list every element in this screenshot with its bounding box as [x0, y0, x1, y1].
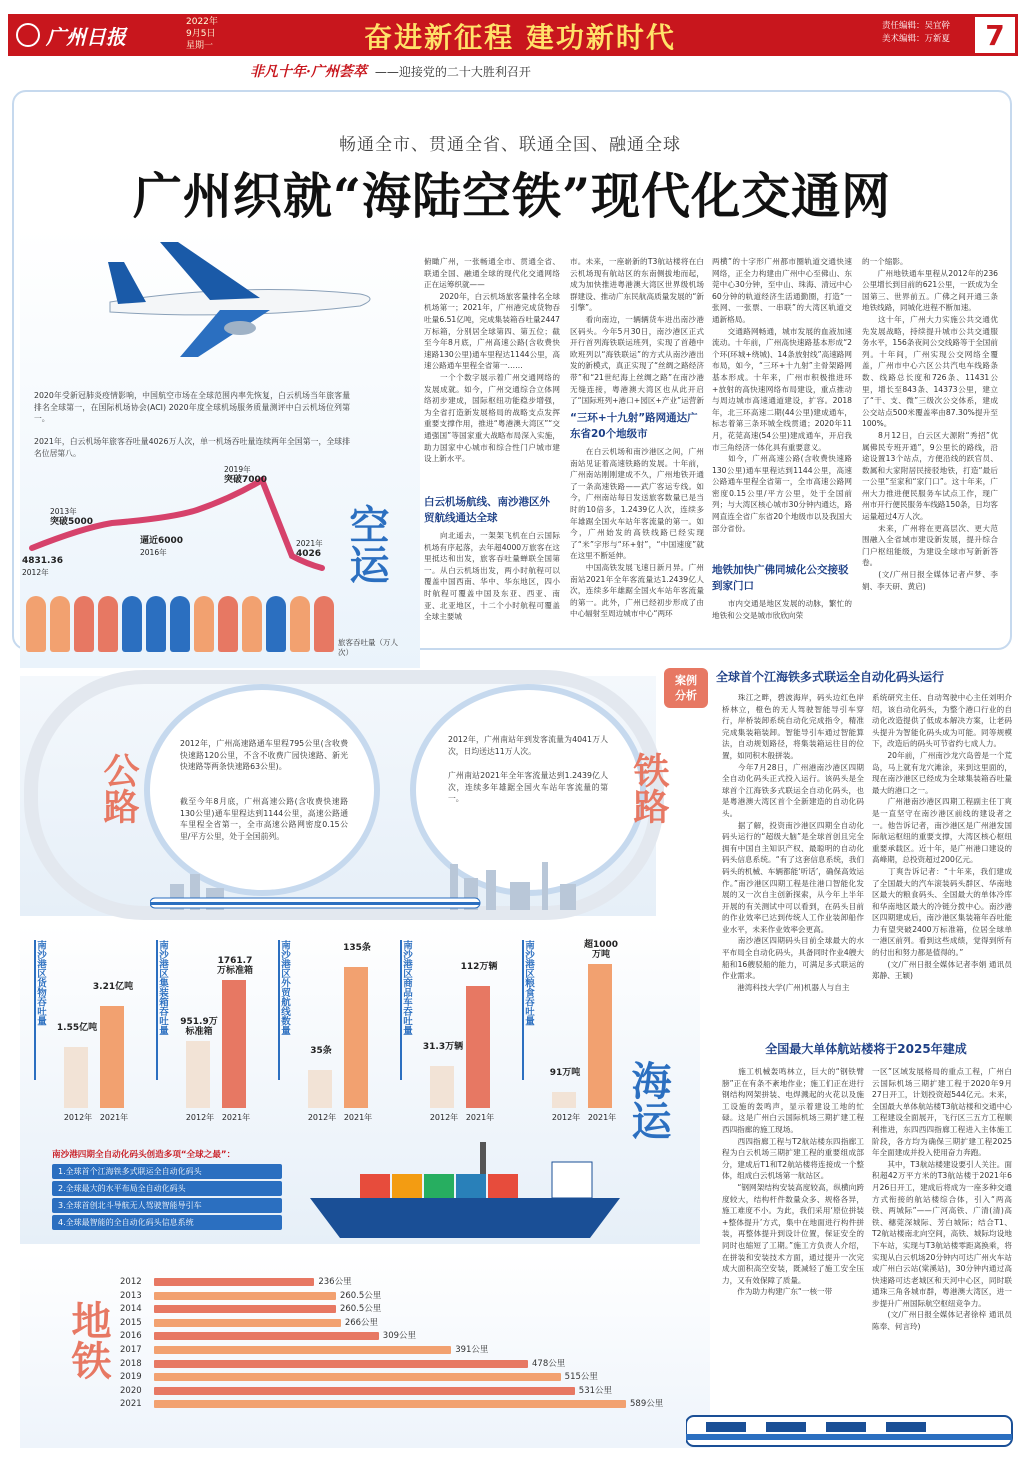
- sea-bar-label-2012: 35条: [310, 1045, 332, 1056]
- metro-bar: [154, 1305, 336, 1313]
- person-icon: [98, 596, 118, 652]
- person-icon: [314, 596, 334, 652]
- person-icon: [242, 596, 262, 652]
- sea-year-label: 2012年: [307, 1113, 337, 1122]
- sea-bar-label-2021: 112万辆: [460, 962, 498, 973]
- slogan: 奋进新征程 建功新时代: [364, 21, 676, 54]
- metro-bar: [154, 1278, 314, 1286]
- air-point-2016: [140, 536, 200, 558]
- label-road: 公路: [98, 752, 139, 824]
- sea-chart-title: 南沙港区商品车吞吐量: [400, 940, 412, 1080]
- sea-chart: [152, 932, 264, 1132]
- metro-year-label: 2020: [120, 1385, 142, 1396]
- metro-bar-label: 589公里: [630, 1399, 664, 1410]
- sea-list-title: 南沙港四期全自动化码头创造多项“全球之最”：: [52, 1150, 236, 1160]
- label-metro: 地铁: [65, 1300, 111, 1380]
- air-point-2021: [296, 538, 346, 560]
- cargo-ship-illustration: [300, 1138, 630, 1248]
- metro-bar-label: 266公里: [344, 1317, 379, 1328]
- sea-chart: [518, 932, 630, 1132]
- metro-bar-label: 309公里: [382, 1331, 417, 1342]
- person-icon: [290, 596, 310, 652]
- label-air: 空运: [343, 504, 389, 584]
- city-skyline-illustration: [150, 854, 650, 910]
- case-analysis-badge: 案例分析: [664, 668, 708, 708]
- sea-chart: [396, 932, 508, 1132]
- metro-bar-label: 236公里: [318, 1277, 352, 1287]
- metro-bar: [154, 1373, 561, 1381]
- sea-chart-title: 南沙港区集装箱吞吐量: [156, 940, 168, 1080]
- sea-year-label: 2021年: [221, 1113, 251, 1122]
- metro-year-label: 2014: [120, 1304, 142, 1315]
- person-icon: [26, 596, 46, 652]
- sea-chart-title: 南沙港区货物吞吐量: [34, 940, 46, 1080]
- top-article-col4: 的一个缩影。 广州地铁通车里程从2012年的236公里增长到目前的621公里，一跃成为全国第三、世界前五。广佛之间开通三条地铁线路，同城化进程不断加速。 这十年，广州大力实施公共交通优先发展战略，持续提升城市公共交通服务水平，156条夜间公交线路等于全国前列。十年间，广州实现公交网络全覆盖，广州市中心六区公共汽电车线路条数、线路总长度和726条、11431公里，增长至843条、14373公里，建立了“干、支、微”三级次公交体系，建成公交站点500米覆盖率由87.30%提升至100%。 8月12日，白云区大源附“秀招”优属佛民专班开通”，9公里长的路线，沿途设置13个站点，方便沿线的跃官员、数属和大家附居民接驳地铁，打造“最后一公里”至家和“家门口”。这十年来，广州大力推进便民服务车试点工作，现广州市开行便民服务车线路150条，日均客运量超过4万人次。 未来，广州将在更高层次、更大范围融入全省域市建设新发展，提升综合门户枢纽能级，为建设全球市写新新答卷。 (文/广州日报全媒体记者卢梦、李娟、李天研、黄启): [862, 257, 998, 591]
- air-point-label-2021: 4026: [296, 549, 322, 559]
- sea-year-label: 2021年: [99, 1113, 129, 1122]
- page-number-text: 7: [985, 18, 1005, 52]
- air-point-label-2013: 突破5000: [50, 517, 94, 527]
- sea-year-label: 2012年: [429, 1113, 459, 1122]
- road-text-2: 截至今年8月底，广州高速公路(含收费快速路130公里)通车里程达到1144公里，高速公路通车里程全省第一，全市高速公路网密度0.15公里/平方公里，处于全国前列。: [180, 797, 348, 841]
- air-point-2013: [50, 506, 110, 528]
- column-name: 非凡十年·广州荟萃: [250, 64, 367, 80]
- case-article-col2: 系统研究主任、自动驾驶中心主任刘明介绍，该自动化码头，为整个港口行业的自动化改造提供了低成本解决方案，让老码头提升为智能化码头成为可能。同等规模下，改造后的码头可节省约七成人力。 20年前，广州南沙龙穴岛曾是一个荒岛，马上就有龙穴滩涂，来到这里面的，现在南沙港区已经成为全球集装箱吞吐量最大的港口之一。 广州港南沙港区四期工程副主任丁爽是一直坚守在南沙港区前线的建设者之一。他告诉记者，南沙港区是广州港发国际航运枢纽的重要支撑，大湾区核心枢纽重要承载区。近十年，是广州港口建设的高峰期，总投资超过200亿元。 丁爽告诉记者：“十年来，我们建成了全国最大的汽车滚装码头群区、华南地区最大的粮食码头、全国最大的单体冷库和华南地区最大的冷链分拨中心。南沙港区四期建成后，南沙港区集装箱年吞吐能力有望突破2400万标准箱，位居全球单一港区前列。看到这些成绩，觉得到所有的付出和努力都是值得的。” (文/广州日报全媒体记者李娟 通讯员郑静、王颖): [872, 693, 1012, 981]
- top-article-col2: 市。未来，一座崭新的T3航站楼将在白云机场现有航站区的东南侧拔地而起，成为加快推进粤港澳大湾区世界级机场群建设、推动广东民航高质量发展的“新引擎”。 看向南边，一辆辆货车进出南沙港区码头。今年5月30日，南沙港区正式开行首列海铁联运班列，实现了首趟中欧班列以“海铁联运”的方式从南沙港出发的新模式，真正实现了“丝绸之路经济带”和“21世纪海上丝绸之路”在南沙港无缝连接，粤港澳大湾区也从此开启了“国际班列+港口+园区+产业”运营新: [570, 257, 704, 406]
- person-icon: [50, 596, 70, 652]
- airplane-icon: [108, 242, 370, 357]
- sea-list-item: 2.全球最大的水平布局全自动化码头: [52, 1181, 282, 1196]
- air-point-year-2012: 2012年: [22, 568, 49, 577]
- terminal-article-title: 全国最大单体航站楼将于2025年建成: [765, 1042, 967, 1056]
- air-point-year-2013: 2013年: [50, 507, 77, 516]
- cargo-ship-icon: [310, 1142, 620, 1238]
- terminal-article-col2: 一区”区域发展格局的重点工程，广州白云国际机场三期扩建工程于2020年9月27日开工，计划投资超544亿元。未来，全国最大单体航站楼T3航站楼和交通中心工程建设全面展开，飞行区三五方工程顺利推进，东四西四指廊工程进入主体施工阶段，各方均为确保三期扩建工程2025年全面建成并投入使用奋力奔跑。 其中，T3航站楼建设要引人关注。面积超42万平方米的T3航站楼于2021年6月26日开工，建成后将成为一座多种交通方式衔接的航站楼综合体，引入“两高铁、两城际”——广河高铁、广清(清)高铁、穗莞深城际、芳白城际；结合T1、T2航站楼南北向空间，高铁、城际均设地下车站，实现与T3航站楼零距离换乘，将实现从白云机场20分钟内可达广州火车站或广州白云站(棠溪站)，30分钟内通过高快速路可达老城区和天河中心区，同时联通珠三角各城市群，粤港澳大湾区，进一步提升广州国际航空枢纽竞争力。 (文/广州日报全媒体记者徐梓 通讯员 陈奉、何言玲): [872, 1067, 1012, 1332]
- sea-list-item: 4.全球最智能的全自动化码头信息系统: [52, 1215, 282, 1230]
- metro-bar: [154, 1332, 379, 1340]
- metro-year-label: 2016: [120, 1331, 142, 1342]
- case-article-col1: 珠江之畔，碧波海岸，码头边红色岸桥林立，橙色的无人驾驶智能导引车穿行，岸桥装卸系统自动化完成指令，精准完成集装箱装卸。智能导引车通过智能算法，自动规划路径，将集装箱运往目的位置，如同积木般拼装。 今年7月28日，广州港南沙港区四期全自动化码头正式投入运行。该码头是全球首个江海铁多式联运全自动化码头，也是粤港澳大湾区首个全新建造的自动化码头。 据了解，投资南沙港区四期全自动化码头运行的“超级大脑”是全球首创且完全拥有中国自主知识产权、最聪明的自动化码头信息系统。“有了这套信息系统，我们码头的机械、车辆都能‘听话’，确保高效运作。”南沙港区四期工程是往港口智能化发展的又一次自主创新探索，从今年上半年开展的有关测试中可以看到，在码头目前的作业效率已达到传统人工作业装卸船作业水平，未来作业效率会更高。 南沙港区四期码头目前全球最大的水平布局全自动化码头，具备同时作业4艘大船和16艘驳船的能力，可满足多式联运的作业需求。 港湾科技大学(广州)机器人与自主: [722, 693, 864, 992]
- sea-bar-2012: [186, 1041, 210, 1108]
- page-number: [972, 14, 1018, 56]
- air-point-2019: [224, 464, 284, 486]
- metro-bar: [154, 1319, 341, 1327]
- high-speed-train-icon: [150, 898, 480, 908]
- sea-list-item: 1.全球首个江海铁多式联运全自动化码头: [52, 1164, 282, 1179]
- sea-bar-label-2021: 135条: [343, 943, 371, 954]
- air-point-label-2019: 突破7000: [224, 475, 268, 485]
- metro-bar: [154, 1360, 528, 1368]
- label-rail: 铁路: [628, 752, 669, 824]
- sea-bar-label-2012: 31.3万辆: [422, 1042, 464, 1053]
- sea-bar-label-2012: 1.55亿吨: [56, 1023, 98, 1034]
- headline-title: 广州织就“海陆空铁”现代化交通网: [132, 167, 892, 225]
- person-icon: [122, 596, 142, 652]
- terminal-article-col1: 施工机械轰鸣林立，巨大的“钢铁臂膀”正在有条不紊地作业；施工们正在进行钢结构网架拼装、电焊溅起的火花以及施工设施的轰鸣声，显示着建设工地的忙碌。这是广州白云国际机场三期扩建工程西四指廊的施工现场。 西四指廊工程与T2航站楼东四指廊工程为白云机场三期扩建工程的重要组成部分，建成后T1和T2航站楼将连接成一个整体，组成白云机场第一航站区。 “钢网架结构安装高度较高，纵横向跨度较大，结构杆件数量众多、规格各异，施工难度不小。为此，我们采用‘原位拼装+整体提升’方式，集中在地面进行构件拼装，再整体提升到设计位置，保证安全的同时也缩短了工期。”施工方负责人介绍，在拼装和安装技术方面，通过提升一次完成大面积高空安装，既减轻了施工安全压力，又有效保障了质量。 作为助力构建广东“一核一带: [722, 1067, 864, 1297]
- metro-bar: [154, 1387, 575, 1395]
- sea-bar-2021: [466, 986, 490, 1108]
- metro-bar-label: 515公里: [564, 1372, 598, 1383]
- sea-bar-label-2012: 91万吨: [549, 1068, 581, 1078]
- metro-year-label: 2012: [120, 1277, 142, 1287]
- person-icon: [146, 596, 166, 652]
- metro-bar-label: 478公里: [532, 1358, 566, 1369]
- air-unit: 旅客吞吐量（万人次）: [338, 638, 398, 657]
- road-text-1: 2012年，广州高速路通车里程795公里(含收费快速路120公里，不含不收费广园快速路、新光快速路等两条快速路63公里)。: [180, 739, 348, 772]
- editor-credits: [882, 20, 972, 46]
- metro-bar-label: 531公里: [578, 1385, 613, 1396]
- metro-year-label: 2017: [120, 1345, 142, 1355]
- air-people-row: [26, 596, 342, 656]
- air-note-2: 2021年，白云机场年旅客吞吐量4026万人次，单一机场吞吐量连续两年全国第一，全球排名位居第八。: [34, 437, 350, 458]
- rail-text-1: 2012年，广州南站年到发客流量为4041万人次，日均送达11万人次。: [448, 735, 608, 756]
- air-point-label-2016: 逼近6000: [140, 536, 184, 546]
- top-article-sub1: 白云机场航线、南沙港区外贸航线通达全球: [424, 496, 550, 524]
- top-article-sub3: 地铁加快广佛同城化公交接驳到家门口: [712, 564, 849, 592]
- air-point-2012: [22, 556, 82, 578]
- air-point-year-2021: 2021年: [296, 539, 323, 548]
- sea-charts: [30, 932, 630, 1132]
- column-tagline: ——迎接党的二十大胜利召开: [374, 64, 531, 79]
- sea-year-label: 2021年: [587, 1113, 617, 1122]
- sea-bar-2021: [588, 964, 612, 1108]
- sea-bar-label-2021: 1761.7万标准箱: [216, 956, 253, 976]
- top-article-col3: 两横”的十字形广州都市圈轨道交通快速网络，正全力构建由广州中心至佛山、东莞中心30分钟，至中山、珠海、清远中心60分钟的轨道经济生活通勤圈，打造“一张网、一张票、一串联”的大湾区轨道交通新格局。 交通路网畅通，城市发展的血液加速流动。十年前，广州高快速路基本形成“2个环(环城+绕城)、14条放射线”高速路网布局，如今，“三环+十九射”主骨架路网基本形成。十年来，广州市积极推进环+放射的高快速网络布局建设，重点推动与周边城市高速通道建设，扩容。2018年，北三环高速二期(44公里)建成通车，标志着第三条环城全线贯通；2020年11月，花莞高速(54公里)建成通车，开启我市三角经济一体化具有重要意义。 如今，广州高速公路(含收费快速路130公里)通车里程达到1144公里，高速公路通车里程全省第一，全市高速公路网密度0.15公里/平方公里，处于全国前列；与大湾区核心城市30分钟内通达，路网直连全省广东省20个地级市以及我国大部分省份。: [712, 257, 852, 533]
- sea-bar-label-2021: 3.21亿吨: [92, 981, 134, 992]
- top-article-col2b: 在白云机场和南沙港区之间，广州南站见证着高速铁路的发展。十年前，广州南站刚刚建成不久，广州地铁开通了一条高速铁路——武广客运专线。如今，广州南站每日发送旅客数量已是当时的10倍多，1.2439亿人次，连续多年雄踞全国火车站年客流量的第一。如今，广州始发的高铁线路已经实现了“米”字形与“环+射”，“中国速度”就在这里不断延伸。 中国高铁发展飞速日新月异。广州南站2021年全年客流量达1.2439亿人次，连续多年雄踞全国火车站年客流量的第一。此外，广州已经初步形成了由中心辐射至周边城市中心“两环: [570, 447, 704, 619]
- sea-bar-label-2012: 951.9万标准箱: [180, 1016, 218, 1037]
- sea-year-label: 2021年: [465, 1113, 495, 1122]
- column-line: [250, 62, 810, 80]
- top-article-col3b: 市内交通是地区发展的动脉，繁忙的地铁和公交是城市欣欣向荣: [712, 599, 852, 620]
- airplane-illustration: [90, 232, 390, 362]
- air-point-label-2012: 4831.36: [22, 556, 63, 566]
- metro-year-label: 2013: [120, 1290, 142, 1301]
- air-point-year-2019: 2019年: [224, 465, 251, 474]
- sea-bar-2012: [308, 1070, 332, 1108]
- sea-bar-2021: [100, 1006, 124, 1108]
- metro-bar-label: 260.5公里: [339, 1304, 382, 1315]
- rail-text-2: 广州南站2021年全年客流量达到1.2439亿人次，连续多年雄踞全国火车站年客流量的第一。: [448, 771, 608, 804]
- metro-bar-label: 260.5公里: [339, 1290, 382, 1301]
- sea-bar-2021: [222, 980, 246, 1108]
- metro-bar-label: 391公里: [455, 1345, 489, 1355]
- date-weekday: 星期一: [186, 41, 214, 51]
- sea-year-label: 2021年: [343, 1113, 373, 1122]
- metro-year-label: 2021: [120, 1399, 142, 1410]
- person-icon: [218, 596, 238, 652]
- metro-train-illustration: [686, 1410, 1016, 1454]
- metro-train-icon: [686, 1416, 1012, 1446]
- sea-bar-2012: [552, 1092, 576, 1108]
- top-article-col1b: 向北遥去，一架架飞机在白云国际机场有序起落，去年超4000万旅客在这里抵达和出发，旅客吞吐量蝉联全国第一。从白云机场出发，两小时航程可以覆盖中国西南、华中、华东地区，四小时航程可覆盖中国及东亚、西亚、南亚、北亚地区，十二个小时航程可覆盖全球主要城: [424, 531, 560, 622]
- metro-year-label: 2018: [120, 1358, 142, 1369]
- masthead: [0, 0, 1024, 60]
- editor-duty: 责任编辑：吴宜幹: [882, 21, 951, 31]
- sea-year-label: 2012年: [185, 1113, 215, 1122]
- date-day: 9月5日: [186, 29, 216, 39]
- air-point-year-2016: 2016年: [140, 548, 167, 557]
- sea-bar-label-2021: 超1000万吨: [583, 940, 619, 960]
- top-article-sub2: “三环+十九射”路网通达广东省20个地级市: [570, 412, 698, 440]
- sea-year-label: 2012年: [63, 1113, 93, 1122]
- sea-list-item: 3.全球首创北斗导航无人驾驶智能导引车: [52, 1198, 282, 1213]
- person-icon: [266, 596, 286, 652]
- editor-art: 美术编辑：万新夏: [882, 34, 951, 44]
- headline-kicker: 畅通全市、贯通全省、联通全国、融通全球: [339, 135, 681, 155]
- metro-year-label: 2019: [120, 1372, 142, 1383]
- sea-chart-title: 南沙港区外贸航线数量: [278, 940, 290, 1080]
- masthead-date: [186, 16, 266, 52]
- sea-chart: [274, 932, 386, 1132]
- date-year: 2022年: [186, 17, 218, 27]
- sea-chart-title: 南沙港区粮食吞吐量: [522, 940, 534, 1080]
- newspaper-logo-icon: [16, 23, 40, 47]
- sea-bar-2012: [64, 1047, 88, 1108]
- top-article-col1: 俯瞰广州，一张畅通全市、贯通全省、联通全国、融通全球的现代化交通网络正在运筹织就—— 2020年，白云机场旅客量排名全球机场第一；2021年，广州港完成货物吞吐量6.51亿吨，完成集装箱吞吐量2447万标箱，分别居全球第四、第五位；截至今年8月底，广州高速公路(含收费快速路130公里)通车里程达1144公里，高速公路通车里程全省第一…… 一个个数字展示着广州交通网络的发展成就。如今，广州交通综合立体网络初步建成，国际枢纽功能稳步增强，为全省打造新发展格局的战略支点发挥重要支撑作用，推进“粤港澳大湾区”“交通强国”等国家重大战略布局深入实施，助力国家中心城市和综合性门户城市建设上新水平。: [424, 257, 560, 464]
- sea-list-box: [52, 1148, 282, 1244]
- masthead-logo-block: [8, 14, 178, 56]
- case-article-title: 全球首个江海铁多式联运全自动化码头运行: [716, 670, 945, 684]
- metro-bar: [154, 1292, 336, 1300]
- metro-bar: [154, 1400, 626, 1408]
- person-icon: [170, 596, 190, 652]
- sea-bar-2021: [344, 967, 368, 1108]
- metro-year-label: 2015: [120, 1317, 142, 1328]
- newspaper-logo: 广州日报: [46, 24, 126, 49]
- sea-year-label: 2012年: [551, 1113, 581, 1122]
- sea-chart: [30, 932, 142, 1132]
- metro-bar: [154, 1346, 451, 1354]
- person-icon: [74, 596, 94, 652]
- label-sea: 海运: [625, 1060, 671, 1140]
- metro-chart: [120, 1276, 700, 1442]
- air-note-1: 2020年受新冠肺炎疫情影响，中国航空市场在全球范围内率先恢复，白云机场当年旅客量排名全球第一，在国际机场协会(ACI) 2020年度全球机场服务质量测评中白云机场位列第一。: [34, 391, 350, 424]
- sea-bar-2012: [430, 1066, 454, 1108]
- person-icon: [194, 596, 214, 652]
